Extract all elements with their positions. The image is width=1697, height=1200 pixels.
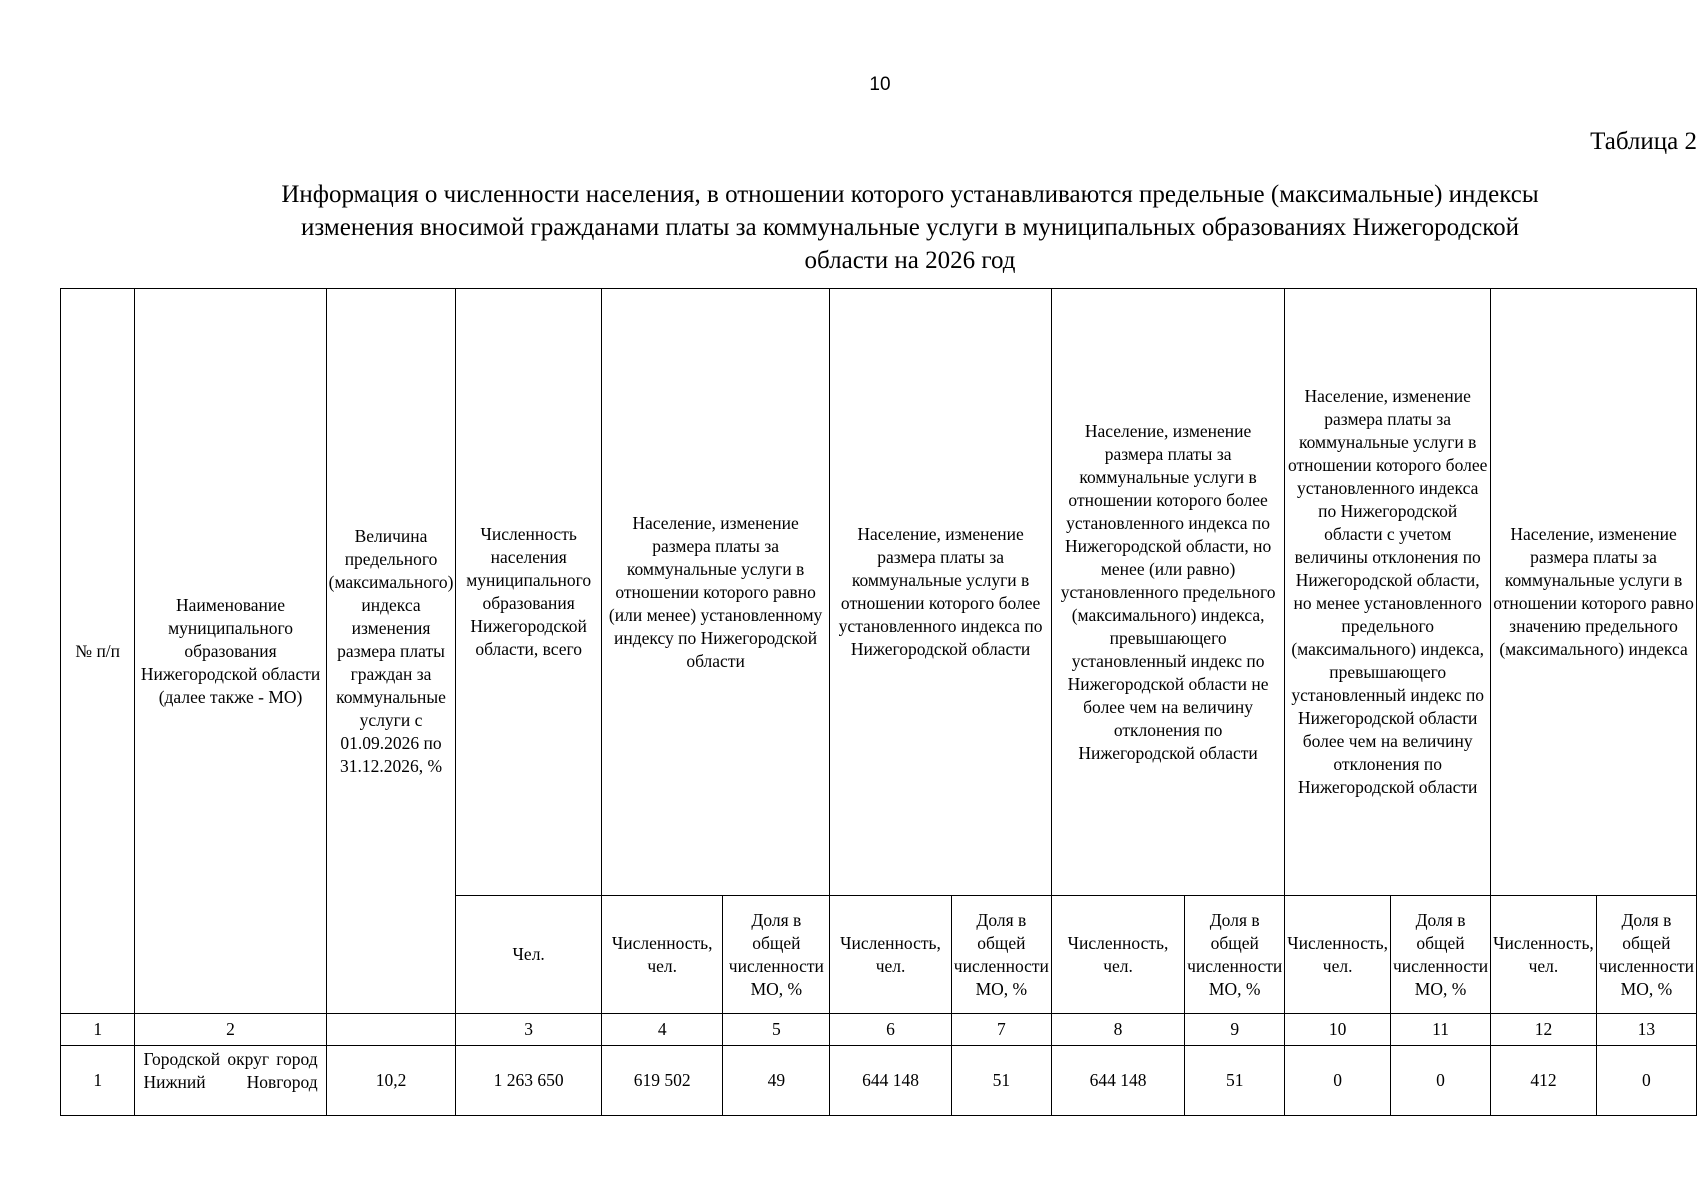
cell-within-share: 51 [1185,1046,1285,1116]
title-line: области на 2026 год [804,247,1016,274]
page-number: 10 [869,74,891,95]
cell-max-share: 0 [1596,1046,1696,1116]
column-number [326,1014,456,1046]
header-max-index: Величина предельного (максимального) индекса изменения размера платы граждан за коммунальные услуги с 01.09.2026 по 31.12.2026, % [326,289,456,1014]
cell-above-count: 0 [1285,1046,1391,1116]
cell-within-count: 644 148 [1051,1046,1184,1116]
header-group-above-deviation: Население, изменение размера платы за коммунальные услуги в отношении которого более установленного индекса по Нижегородской области с учетом величины отклонения по Нижегородской области, но менее установленного предельного (максимального) индекса, превышающего установленный индекс по Нижегородской области более чем на величину отклонения по Нижегородской области [1285,289,1491,896]
cell-population: 1 263 650 [456,1046,602,1116]
subheader-share: Доля в общей численности МО, % [1596,896,1696,1014]
table-row [61,1046,1697,1116]
header-group-equal-max: Население, изменение размера платы за коммунальные услуги в отношении которого равно значению предельного (максимального) индекса [1491,289,1697,896]
subheader-count: Численность, чел. [1285,896,1391,1014]
column-number: 9 [1185,1014,1285,1046]
column-number: 2 [135,1014,326,1046]
title-line: изменения вносимой гражданами платы за коммунальные услуги в муниципальных образованиях Нижегородской [301,214,1519,241]
header-num: № п/п [61,289,135,1014]
column-number: 3 [456,1014,602,1046]
subheader-share: Доля в общей численности МО, % [1390,896,1490,1014]
header-mo-name: Наименование муниципального образования Нижегородской области (далее также - МО) [135,289,326,1014]
title-line: Информация о численности населения, в отношении которого устанавливаются предельные (максимальные) индексы [281,181,1539,208]
subheader-count: Численность, чел. [601,896,723,1014]
cell-more-count: 644 148 [830,1046,952,1116]
cell-max-index: 10,2 [326,1046,456,1116]
header-row [61,289,1697,896]
column-number: 6 [830,1014,952,1046]
population-table [60,288,1697,1116]
column-number: 5 [723,1014,830,1046]
cell-equal-count: 619 502 [601,1046,723,1116]
subheader-count: Численность, чел. [1051,896,1184,1014]
cell-max-count: 412 [1491,1046,1597,1116]
column-number: 4 [601,1014,723,1046]
column-number: 10 [1285,1014,1391,1046]
column-number: 12 [1491,1014,1597,1046]
subheader-share: Доля в общей численности МО, % [723,896,830,1014]
column-number-row [61,1014,1697,1046]
subheader-count: Численность, чел. [830,896,952,1014]
subheader-share: Доля в общей численности МО, % [1185,896,1285,1014]
cell-above-share: 0 [1390,1046,1490,1116]
cell-equal-share: 49 [723,1046,830,1116]
subheader-people: Чел. [456,896,602,1014]
document-title [60,178,1697,277]
header-group-equal-or-less: Население, изменение размера платы за коммунальные услуги в отношении которого равно (или менее) установленному индексу по Нижегородской области [601,289,829,896]
table-label: Таблица 2 [1590,128,1697,155]
subheader-share: Доля в общей численности МО, % [951,896,1051,1014]
column-number: 7 [951,1014,1051,1046]
column-number: 13 [1596,1014,1696,1046]
column-number: 11 [1390,1014,1490,1046]
cell-num: 1 [61,1046,135,1116]
column-number: 1 [61,1014,135,1046]
header-group-more: Население, изменение размера платы за коммунальные услуги в отношении которого более установленного индекса по Нижегородской области [830,289,1052,896]
cell-mo-name: Городской округ город Нижний Новгород [135,1046,326,1116]
cell-more-share: 51 [951,1046,1051,1116]
subheader-count: Численность, чел. [1491,896,1597,1014]
header-group-within-deviation: Население, изменение размера платы за коммунальные услуги в отношении которого более установленного индекса по Нижегородской области, но менее (или равно) установленного предельного (максимального) индекса, превышающего установленный индекс по Нижегородской области не более чем на величину отклонения по Нижегородской области [1051,289,1284,896]
column-number: 8 [1051,1014,1184,1046]
header-population: Численность населения муниципального образования Нижегородской области, всего [456,289,602,896]
